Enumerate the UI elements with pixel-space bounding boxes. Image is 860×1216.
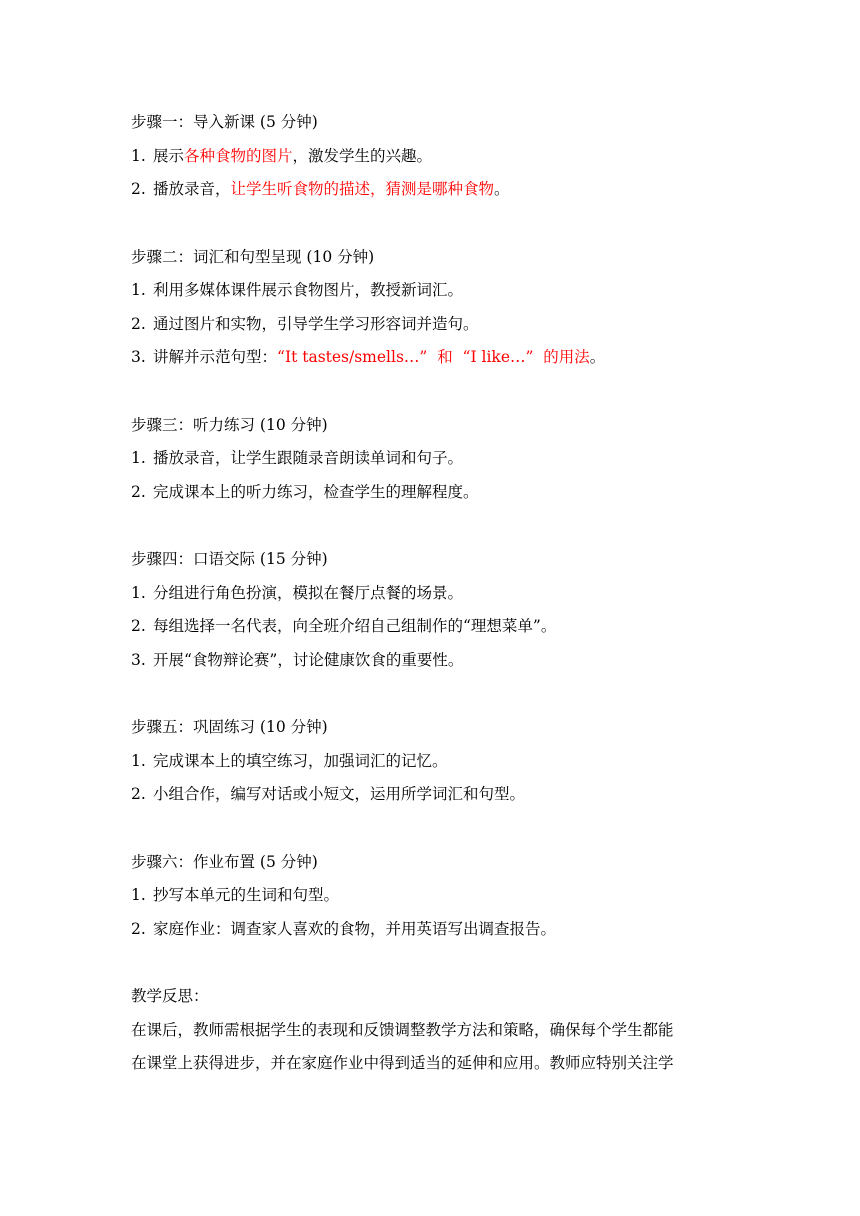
item-text: 分组进行角色扮演，模拟在餐厅点餐的场景。 [153, 583, 464, 602]
section-heading: 步骤三：听力练习 (10 分钟) [131, 415, 328, 434]
item-text: 小组合作，编写对话或小短文，运用所学词汇和句型。 [153, 785, 526, 803]
item-text: 通过图片和实物，引导学生学习形容词并造句。 [153, 314, 479, 333]
item-text: 利用多媒体课件展示食物图片，教授新词汇。 [153, 281, 464, 299]
section-step-3 [131, 409, 743, 510]
section-step-6 [131, 846, 743, 947]
section-heading: 步骤四：口语交际 (15 分钟) [131, 550, 328, 568]
list-item [131, 913, 743, 947]
list-item [131, 476, 743, 510]
section-heading: 步骤五：巩固练习 (10 分钟) [131, 718, 328, 736]
section-heading: 步骤二：词汇和句型呈现 (10 分钟) [131, 247, 375, 266]
list-item [131, 274, 743, 308]
list-item [131, 577, 743, 611]
item-text: 播放录音，让学生跟随录音朗读单词和句子。 [153, 449, 464, 467]
item-number: 2. [131, 482, 146, 501]
item-number: 2. [131, 785, 146, 803]
section-step-2 [131, 241, 743, 375]
section-reflection [131, 980, 743, 1081]
list-item [131, 644, 743, 678]
item-text: 完成课本上的听力练习，检查学生的理解程度。 [153, 482, 479, 501]
section-step-5 [131, 711, 743, 812]
item-text: 播放录音， [153, 180, 231, 198]
section-heading: 步骤六：作业布置 (5 分钟) [131, 852, 318, 871]
list-item [131, 173, 743, 207]
item-number: 1. [131, 751, 146, 770]
list-item [131, 745, 743, 779]
document-page [131, 106, 743, 1115]
item-number: 1. [131, 886, 146, 904]
item-text: 展示 [153, 146, 185, 165]
reflection-line: 在课后，教师需根据学生的表现和反馈调整教学方法和策略，确保每个学生都能 [131, 1020, 674, 1039]
item-number: 3. [131, 348, 146, 366]
item-text: 。 [494, 180, 510, 198]
list-item [131, 442, 743, 476]
reflection-heading: 教学反思： [131, 987, 209, 1005]
item-number: 2. [131, 617, 146, 635]
list-item [131, 879, 743, 913]
item-text: 讲解并示范句型： [153, 348, 278, 366]
list-item [131, 610, 743, 644]
list-item [131, 140, 743, 174]
item-number: 1. [131, 281, 146, 299]
section-step-1 [131, 106, 743, 207]
item-number: 2. [131, 919, 146, 938]
item-number: 1. [131, 449, 146, 467]
reflection-line: 在课堂上获得进步，并在家庭作业中得到适当的延伸和应用。教师应特别关注学 [131, 1054, 674, 1072]
section-heading: 步骤一：导入新课 (5 分钟) [131, 113, 318, 131]
item-text: 开展“食物辩论赛”，讨论健康饮食的重要性。 [153, 650, 464, 669]
item-number: 2. [131, 314, 146, 333]
list-item [131, 778, 743, 812]
list-item [131, 308, 743, 342]
highlighted-text: “It tastes/smells…” 和 “I like…” 的用法 [277, 348, 590, 366]
item-text: 抄写本单元的生词和句型。 [153, 886, 340, 904]
item-number: 3. [131, 650, 146, 669]
item-text: 家庭作业：调查家人喜欢的食物，并用英语写出调查报告。 [153, 919, 557, 938]
section-step-4 [131, 543, 743, 677]
item-text: ，激发学生的兴趣。 [292, 146, 433, 165]
list-item [131, 341, 743, 375]
item-text: 每组选择一名代表，向全班介绍自己组制作的“理想菜单”。 [153, 617, 557, 635]
item-text: 。 [589, 348, 606, 366]
item-number: 1. [131, 146, 146, 165]
item-number: 1. [131, 583, 146, 602]
highlighted-text: 让学生听食物的描述，猜测是哪种食物 [230, 180, 495, 198]
highlighted-text: 各种食物的图片 [184, 146, 293, 165]
item-number: 2. [131, 180, 146, 198]
item-text: 完成课本上的填空练习，加强词汇的记忆。 [153, 751, 448, 770]
